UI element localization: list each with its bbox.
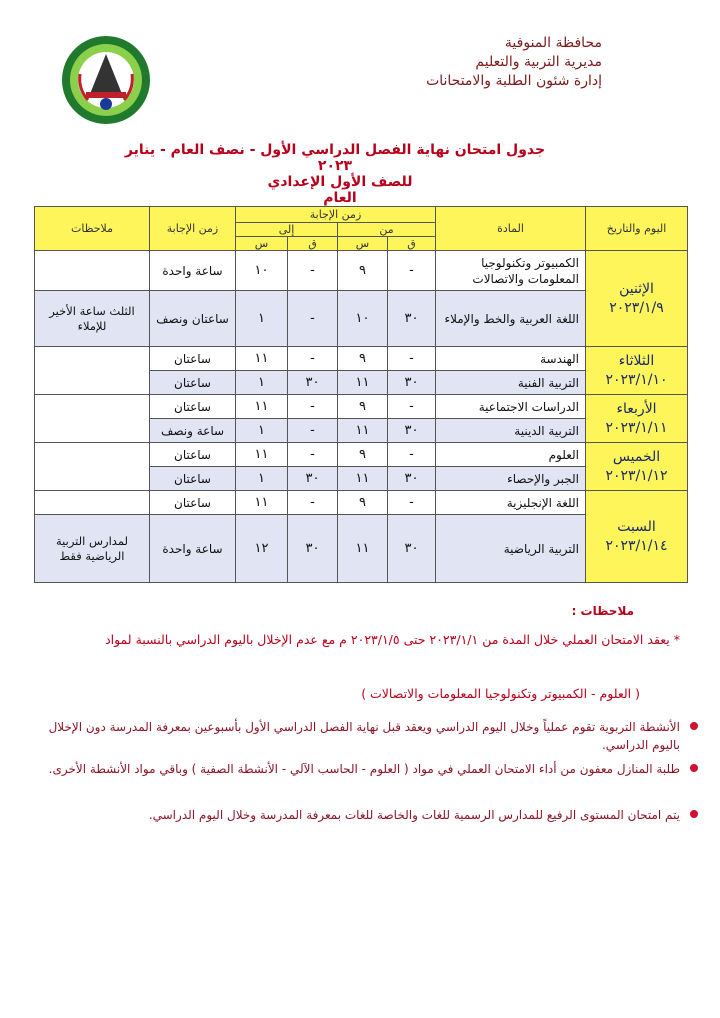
from-hour: ١١ xyxy=(338,515,388,583)
list-item xyxy=(40,718,698,754)
duration-cell: ساعتان xyxy=(150,347,236,371)
day-date: ٢٠٢٣/١/١١ xyxy=(605,419,668,436)
governorate: محافظة المنوفية xyxy=(504,35,602,51)
header-subject: المادة xyxy=(436,207,586,251)
from-hour: ١٠ xyxy=(338,291,388,347)
duration-cell: ساعتان xyxy=(150,371,236,395)
day-cell xyxy=(586,443,688,491)
from-minute: ٣٠ xyxy=(388,515,436,583)
from-hour: ١١ xyxy=(338,419,388,443)
table-row xyxy=(35,491,688,515)
bullet-icon xyxy=(690,764,698,772)
day-date: ٢٠٢٣/١/١٢ xyxy=(605,467,668,484)
subject-cell: الهندسة xyxy=(436,347,586,371)
header-to-hour: س xyxy=(236,237,288,251)
subject-cell: التربية الفنية xyxy=(436,371,586,395)
table-row xyxy=(35,443,688,467)
notes-title: ملاحظات : xyxy=(571,604,634,618)
table-row xyxy=(35,347,688,371)
from-hour: ٩ xyxy=(338,491,388,515)
table-row xyxy=(35,251,688,291)
note-cell xyxy=(35,443,150,491)
from-minute: - xyxy=(388,395,436,419)
note-cell: لمدارس التربية الرياضية فقط xyxy=(35,515,150,583)
duration-cell: ساعتان xyxy=(150,443,236,467)
day-name: الأربعاء xyxy=(616,400,657,417)
to-hour: ١ xyxy=(236,467,288,491)
from-minute: - xyxy=(388,491,436,515)
day-cell xyxy=(586,395,688,443)
list-item xyxy=(40,760,698,778)
from-minute: ٣٠ xyxy=(388,291,436,347)
document-title: جدول امتحان نهاية الفصل الدراسي الأول - نصف العام - يناير ٢٠٢٣ xyxy=(124,142,546,174)
bullet-text: الأنشطة التربوية تقوم عملياً وخلال اليوم الدراسي ويعقد قبل نهاية الفصل الدراسي الأول بأسبوعين بمعرفة المدرسة دون الإخلال باليوم الدراسي. xyxy=(48,720,680,752)
subject-cell: العلوم xyxy=(436,443,586,467)
subject-cell: الكمبيوتر وتكنولوجيا المعلومات والاتصالات xyxy=(436,251,586,291)
practical-subjects-note: ( العلوم - الكمبيوتر وتكنولوجيا المعلومات والاتصالات ) xyxy=(361,686,640,701)
header-answer-time: زمن الإجابة xyxy=(236,207,436,223)
to-minute: ٣٠ xyxy=(288,515,338,583)
from-minute: - xyxy=(388,443,436,467)
to-minute: - xyxy=(288,347,338,371)
to-hour: ١١ xyxy=(236,347,288,371)
to-minute: - xyxy=(288,251,338,291)
from-hour: ٩ xyxy=(338,395,388,419)
subject-cell: اللغة العربية والخط والإملاء xyxy=(436,291,586,347)
to-minute: - xyxy=(288,443,338,467)
day-date: ٢٠٢٣/١/١٠ xyxy=(605,371,668,388)
from-hour: ١١ xyxy=(338,467,388,491)
document-subtitle: للصف الأول الإعدادي العام xyxy=(267,174,413,206)
to-hour: ١٢ xyxy=(236,515,288,583)
to-minute: - xyxy=(288,291,338,347)
subject-cell: التربية الدينية xyxy=(436,419,586,443)
department: إدارة شئون الطلبة والامتحانات xyxy=(426,73,602,89)
day-cell xyxy=(586,491,688,583)
to-hour: ١١ xyxy=(236,395,288,419)
exam-schedule-table xyxy=(34,206,688,583)
duration-cell: ساعتان xyxy=(150,467,236,491)
table-row xyxy=(35,395,688,419)
from-hour: ٩ xyxy=(338,443,388,467)
subject-cell: اللغة الإنجليزية xyxy=(436,491,586,515)
header-day-date: اليوم والتاريخ xyxy=(586,207,688,251)
from-hour: ٩ xyxy=(338,251,388,291)
subject-cell: التربية الرياضية xyxy=(436,515,586,583)
bullet-icon xyxy=(690,810,698,818)
to-hour: ١٠ xyxy=(236,251,288,291)
day-name: الثلاثاء xyxy=(618,352,655,369)
to-minute: - xyxy=(288,491,338,515)
note-cell xyxy=(35,491,150,515)
subject-cell: الجبر والإحصاء xyxy=(436,467,586,491)
directorate: مديرية التربية والتعليم xyxy=(475,54,602,70)
to-hour: ١ xyxy=(236,419,288,443)
practical-exam-note: * يعقد الامتحان العملي خلال المدة من ٢٠٢٣/١/١ حتى ٢٠٢٣/١/٥ م مع عدم الإخلال باليوم الدراسي بالنسبة لمواد xyxy=(105,632,680,647)
to-minute: ٣٠ xyxy=(288,467,338,491)
to-hour: ١ xyxy=(236,291,288,347)
duration-cell: ساعتان ونصف xyxy=(150,291,236,347)
day-name: الخميس xyxy=(612,448,661,465)
to-hour: ١١ xyxy=(236,491,288,515)
header-from-hour: س xyxy=(338,237,388,251)
from-minute: ٣٠ xyxy=(388,467,436,491)
from-hour: ٩ xyxy=(338,347,388,371)
list-item xyxy=(40,806,698,824)
header-from: من xyxy=(338,223,436,237)
from-minute: ٣٠ xyxy=(388,419,436,443)
header-to-minute: ق xyxy=(288,237,338,251)
day-cell xyxy=(586,251,688,347)
day-date: ٢٠٢٣/١/١٤ xyxy=(605,537,668,554)
from-minute: - xyxy=(388,347,436,371)
note-cell xyxy=(35,347,150,395)
duration-cell: ساعة ونصف xyxy=(150,419,236,443)
from-minute: ٣٠ xyxy=(388,371,436,395)
day-name: الإثنين xyxy=(619,280,654,297)
duration-cell: ساعتان xyxy=(150,491,236,515)
subject-cell: الدراسات الاجتماعية xyxy=(436,395,586,419)
day-cell xyxy=(586,347,688,395)
from-minute: - xyxy=(388,251,436,291)
directorate-logo xyxy=(60,34,152,126)
note-cell xyxy=(35,251,150,291)
letterhead xyxy=(302,34,602,91)
duration-cell: ساعة واحدة xyxy=(150,251,236,291)
bullet-text: طلبة المنازل معفون من أداء الامتحان العملي في مواد ( العلوم - الحاسب الآلي - الأنشطة الصفية ) وباقي مواد الأنشطة الأخرى. xyxy=(48,762,680,776)
header-from-minute: ق xyxy=(388,237,436,251)
note-cell xyxy=(35,395,150,443)
day-date: ٢٠٢٣/١/٩ xyxy=(609,299,664,316)
to-minute: ٣٠ xyxy=(288,371,338,395)
from-hour: ١١ xyxy=(338,371,388,395)
header-notes: ملاحظات xyxy=(35,207,150,251)
duration-cell: ساعتان xyxy=(150,395,236,419)
to-hour: ١ xyxy=(236,371,288,395)
to-minute: - xyxy=(288,395,338,419)
bullet-icon xyxy=(690,722,698,730)
day-name: السبت xyxy=(617,518,656,535)
bullet-text: يتم امتحان المستوى الرفيع للمدارس الرسمية للغات والخاصة للغات بمعرفة المدرسة وخلال اليوم الدراسي. xyxy=(148,808,680,822)
to-hour: ١١ xyxy=(236,443,288,467)
duration-cell: ساعة واحدة xyxy=(150,515,236,583)
note-cell: الثلث ساعة الأخير للإملاء xyxy=(35,291,150,347)
header-duration: زمن الإجابة xyxy=(150,207,236,251)
header-to: إلى xyxy=(236,223,338,237)
to-minute: - xyxy=(288,419,338,443)
